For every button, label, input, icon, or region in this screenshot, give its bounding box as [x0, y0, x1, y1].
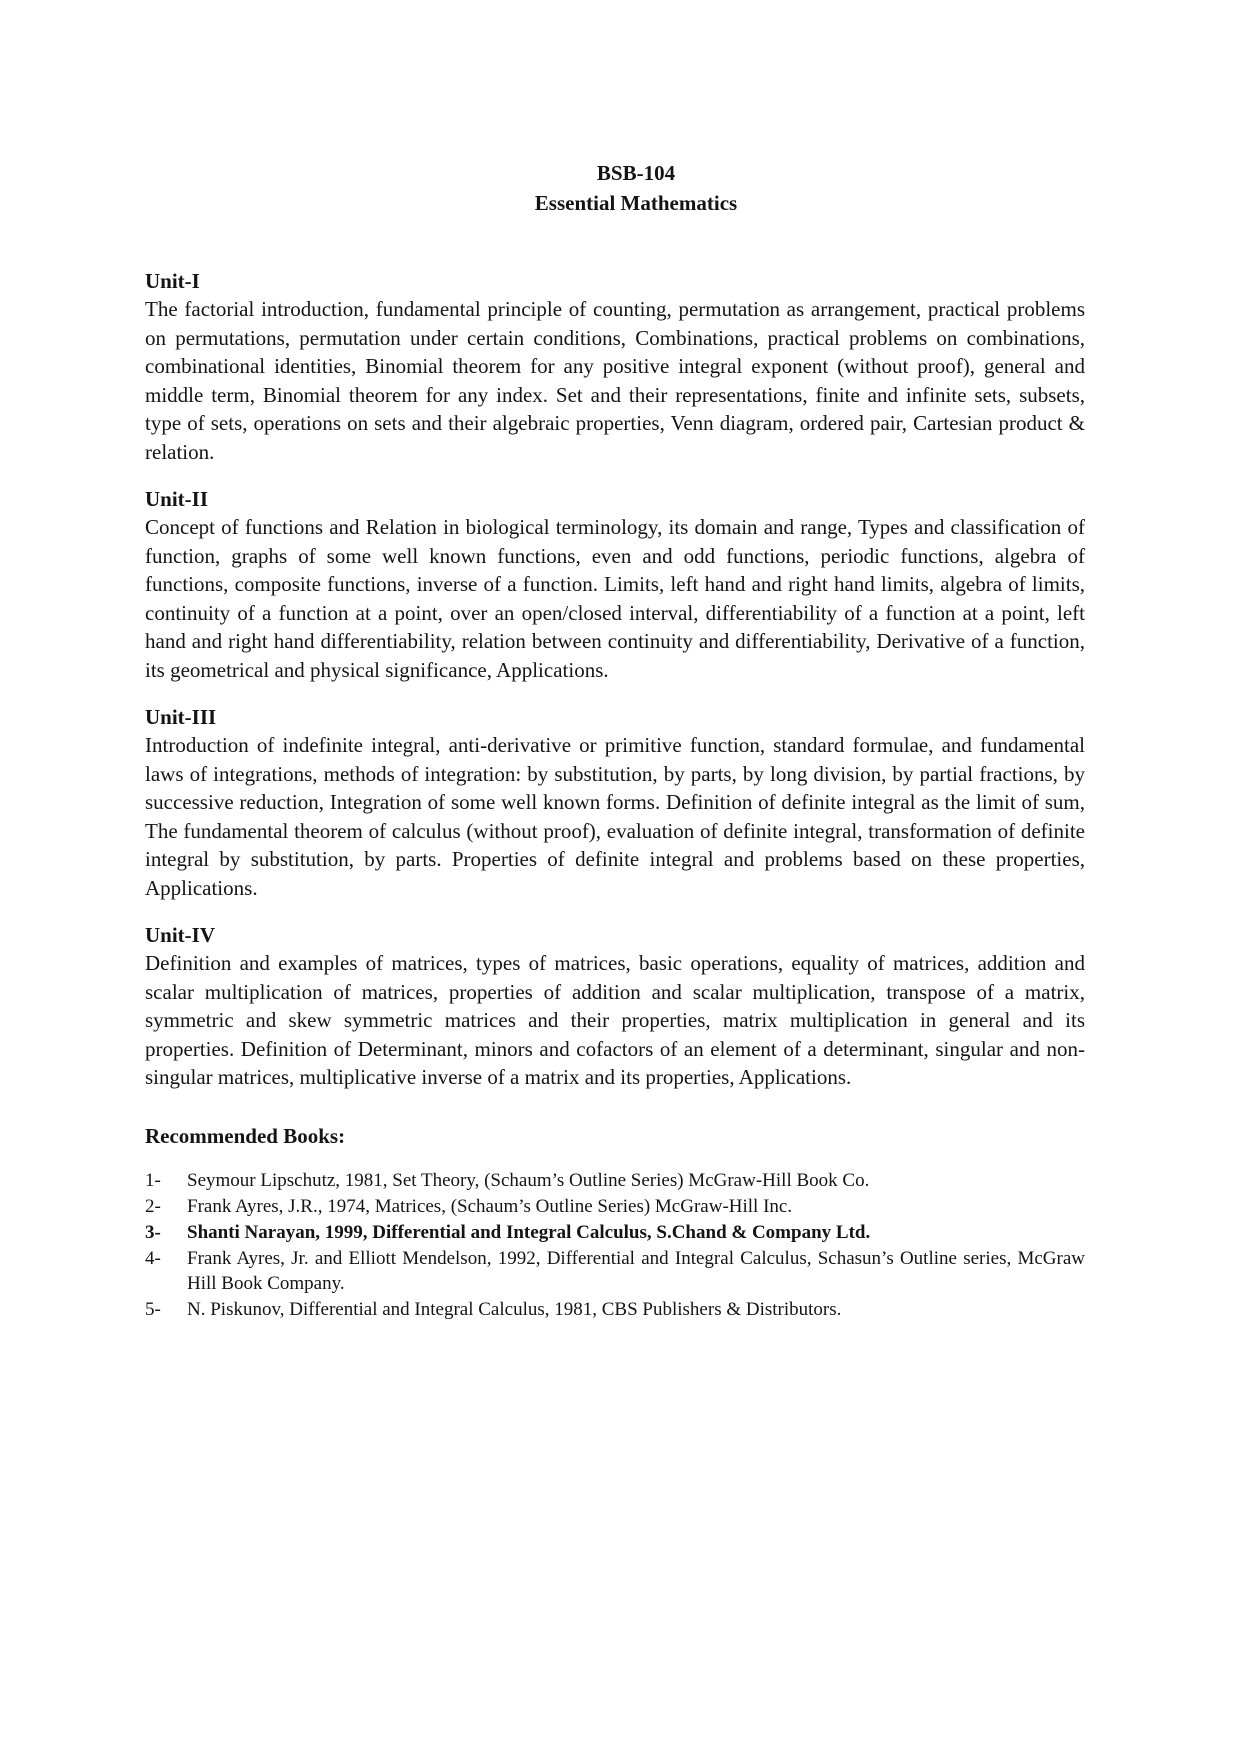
course-code: BSB-104 — [596, 161, 676, 185]
list-item — [145, 1220, 1085, 1245]
list-item — [145, 1168, 1085, 1193]
list-item — [145, 1194, 1085, 1219]
book-list — [145, 1168, 1085, 1322]
unit-section — [145, 703, 1085, 902]
unit-section — [145, 921, 1085, 1092]
book-number: 5- — [145, 1298, 161, 1320]
recommended-books-heading: Recommended Books: — [145, 1123, 346, 1148]
unit-text: Concept of functions and Relation in biological terminology, its domain and range, Types and classification of function, graphs of some well known functions, even and odd functions, periodic functions, algebra of functions, composite functions, inverse of a function. Limits, left hand and right hand limits, algebra of limits, continuity of a function at a point, over an open/closed interval, differentiability of a function at a point, left hand and right hand differentiability, relation between continuity and differentiability, Derivative of a function, its geometrical and physical significance, Applications. — [145, 515, 1085, 682]
unit-title: Unit-I — [145, 269, 200, 293]
unit-title: Unit-II — [145, 487, 209, 511]
book-number: 4- — [145, 1247, 161, 1269]
list-item — [145, 1297, 1085, 1322]
book-text: Shanti Narayan, 1999, Differential and Integral Calculus, S.Chand & Company Ltd. — [187, 1221, 871, 1243]
unit-text: The factorial introduction, fundamental principle of counting, permutation as arrangement, practical problems on permutations, permutation under certain conditions, Combinations, practical problems on combinations, combinational identities, Binomial theorem for any positive integral exponent (without proof), general and middle term, Binomial theorem for any index. Set and their representations, finite and infinite sets, subsets, type of sets, operations on sets and their algebraic properties, Venn diagram, ordered pair, Cartesian product & relation. — [145, 297, 1085, 464]
book-text: Seymour Lipschutz, 1981, Set Theory, (Schaum’s Outline Series) McGraw-Hill Book Co. — [187, 1169, 870, 1191]
unit-title: Unit-III — [145, 705, 217, 729]
book-number: 3- — [145, 1221, 161, 1243]
book-text: Frank Ayres, Jr. and Elliott Mendelson, 1992, Differential and Integral Calculus, Schasun’s Outline series, McGraw Hill Book Company. — [187, 1247, 1085, 1294]
course-header — [187, 158, 1085, 218]
unit-text: Introduction of indefinite integral, anti-derivative or primitive function, standard formulae, and fundamental laws of integrations, methods of integration: by substitution, by parts, by long division, by partial fractions, by successive reduction, Integration of some well known forms. Definition of definite integral as the limit of sum, The fundamental theorem of calculus (without proof), evaluation of definite integral, transformation of definite integral by substitution, by parts. Properties of definite integral and problems based on these properties, Applications. — [145, 733, 1085, 900]
book-text: N. Piskunov, Differential and Integral Calculus, 1981, CBS Publishers & Distributors. — [187, 1298, 842, 1320]
course-title: Essential Mathematics — [534, 191, 738, 215]
unit-title: Unit-IV — [145, 923, 216, 947]
book-number: 2- — [145, 1195, 161, 1217]
book-number: 1- — [145, 1169, 161, 1191]
book-text: Frank Ayres, J.R., 1974, Matrices, (Schaum’s Outline Series) McGraw-Hill Inc. — [187, 1195, 793, 1217]
list-item — [145, 1246, 1085, 1296]
syllabus-page — [145, 158, 1085, 1323]
unit-text: Definition and examples of matrices, types of matrices, basic operations, equality of matrices, addition and scalar multiplication of matrices, properties of addition and scalar multiplication, transpose of a matrix, symmetric and skew symmetric matrices and their properties, matrix multiplication in general and its properties. Definition of Determinant, minors and cofactors of an element of a determinant, singular and non-singular matrices, multiplicative inverse of a matrix and its properties, Applications. — [145, 951, 1085, 1089]
unit-section — [145, 485, 1085, 684]
unit-section — [145, 267, 1085, 466]
